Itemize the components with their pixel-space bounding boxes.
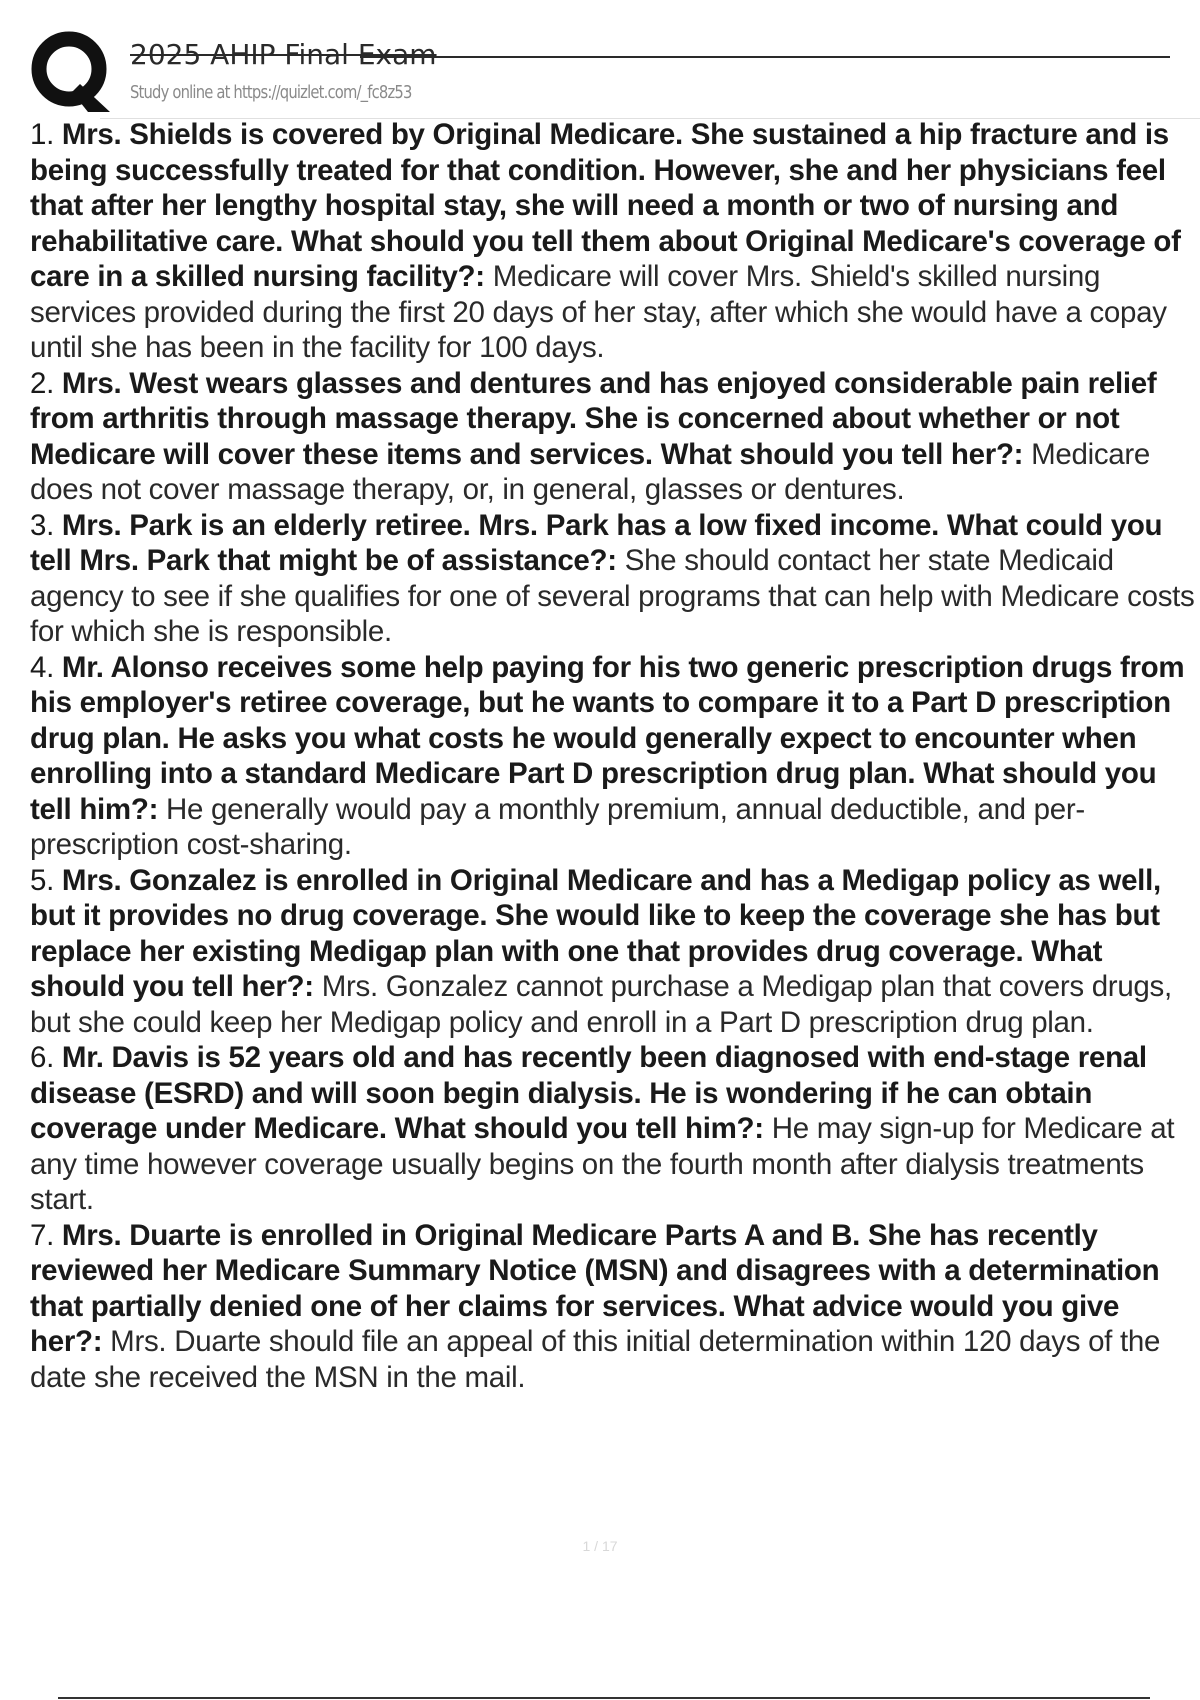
document-header: [30, 30, 1160, 120]
quizlet-logo-icon: [30, 30, 114, 114]
question-number: 3.: [30, 508, 55, 542]
answer-text: He may sign-up for Medicare at any time however coverage usually begins on the fourth month after dialysis treatments start.: [30, 1112, 1175, 1216]
answer-text: He generally would pay a monthly premium, annual deductible, and per-prescription cost-sharing.: [30, 792, 1085, 861]
question-number: 7.: [30, 1218, 55, 1252]
question-number: 1.: [30, 118, 55, 151]
document-title: 2025 AHIP Final Exam: [130, 38, 437, 71]
question-text: Mrs. Duarte is enrolled in Original Medicare Parts A and B. She has recently reviewed her Medicare Summary Notice (MSN) and disagrees with a determination that partially denied one of her claims for services. What advice would you give her?:: [30, 1218, 1160, 1358]
question-text: Mr. Davis is 52 years old and has recently been diagnosed with end-stage renal disease (ESRD) and will soon begin dialysis. He is wondering if he can obtain coverage under Medicare. What should you tell him?:: [30, 1041, 1147, 1145]
question-item: [30, 366, 1198, 508]
answer-text: Medicare will cover Mrs. Shield's skilled nursing services provided during the first 20 days of her stay, after which she would have a copay until she has been in the facility for 100 days.: [30, 260, 1167, 364]
question-number: 4.: [30, 650, 55, 684]
question-text: Mrs. Shields is covered by Original Medicare. She sustained a hip fracture and is being successfully treated for that condition. However, she and her physicians feel that after her lengthy hospital stay, she will need a month or two of nursing and rehabilitative care. What should you tell them about Original Medicare's coverage of care in a skilled nursing facility?:: [30, 118, 1181, 293]
answer-text: Medicare does not cover massage therapy, or, in general, glasses or dentures.: [30, 437, 1151, 506]
page-number: 1 / 17: [582, 1538, 618, 1554]
question-list: [30, 117, 1198, 1395]
title-strike-rule: [360, 56, 1170, 58]
question-item: [30, 863, 1198, 1041]
question-item: [30, 508, 1198, 650]
question-number: 5.: [30, 863, 55, 897]
question-number: 2.: [30, 366, 55, 400]
answer-text: Mrs. Duarte should file an appeal of this initial determination within 120 days of the date she received the MSN in the mail.: [30, 1325, 1161, 1394]
question-text: Mrs. Gonzalez is enrolled in Original Medicare and has a Medigap policy as well, but it provides no drug coverage. She would like to keep the coverage she has but replace her existing Medigap plan with one that provides drug coverage. What should you tell her?:: [30, 863, 1161, 1003]
question-item: [30, 1040, 1198, 1218]
question-item: [30, 650, 1198, 863]
question-text: Mrs. West wears glasses and dentures and has enjoyed considerable pain relief from arthritis through massage therapy. She is concerned about whether or not Medicare will cover these items and services. What should you tell her?:: [30, 366, 1157, 471]
question-item: [30, 117, 1198, 366]
answer-text: She should contact her state Medicaid agency to see if she qualifies for one of several programs that can help with Medicare costs for which she is responsible.: [30, 544, 1195, 648]
answer-text: Mrs. Gonzalez cannot purchase a Medigap plan that covers drugs, but she could keep her Medigap policy and enroll in a Part D prescription drug plan.: [30, 970, 1172, 1039]
footer-rule: [58, 1697, 1150, 1699]
question-text: Mr. Alonso receives some help paying for his two generic prescription drugs from his employer's retiree coverage, but he wants to compare it to a Part D prescription drug plan. He asks you what costs he would generally expect to encounter when enrolling into a standard Medicare Part D prescription drug plan. What should you tell him?:: [30, 650, 1185, 826]
question-number: 6.: [30, 1041, 55, 1074]
question-text: Mrs. Park is an elderly retiree. Mrs. Park has a low fixed income. What could you tell Mrs. Park that might be of assistance?:: [30, 508, 1163, 577]
study-online-link[interactable]: Study online at https://quizlet.com/_fc8z53: [130, 82, 412, 103]
question-item: [30, 1218, 1198, 1396]
